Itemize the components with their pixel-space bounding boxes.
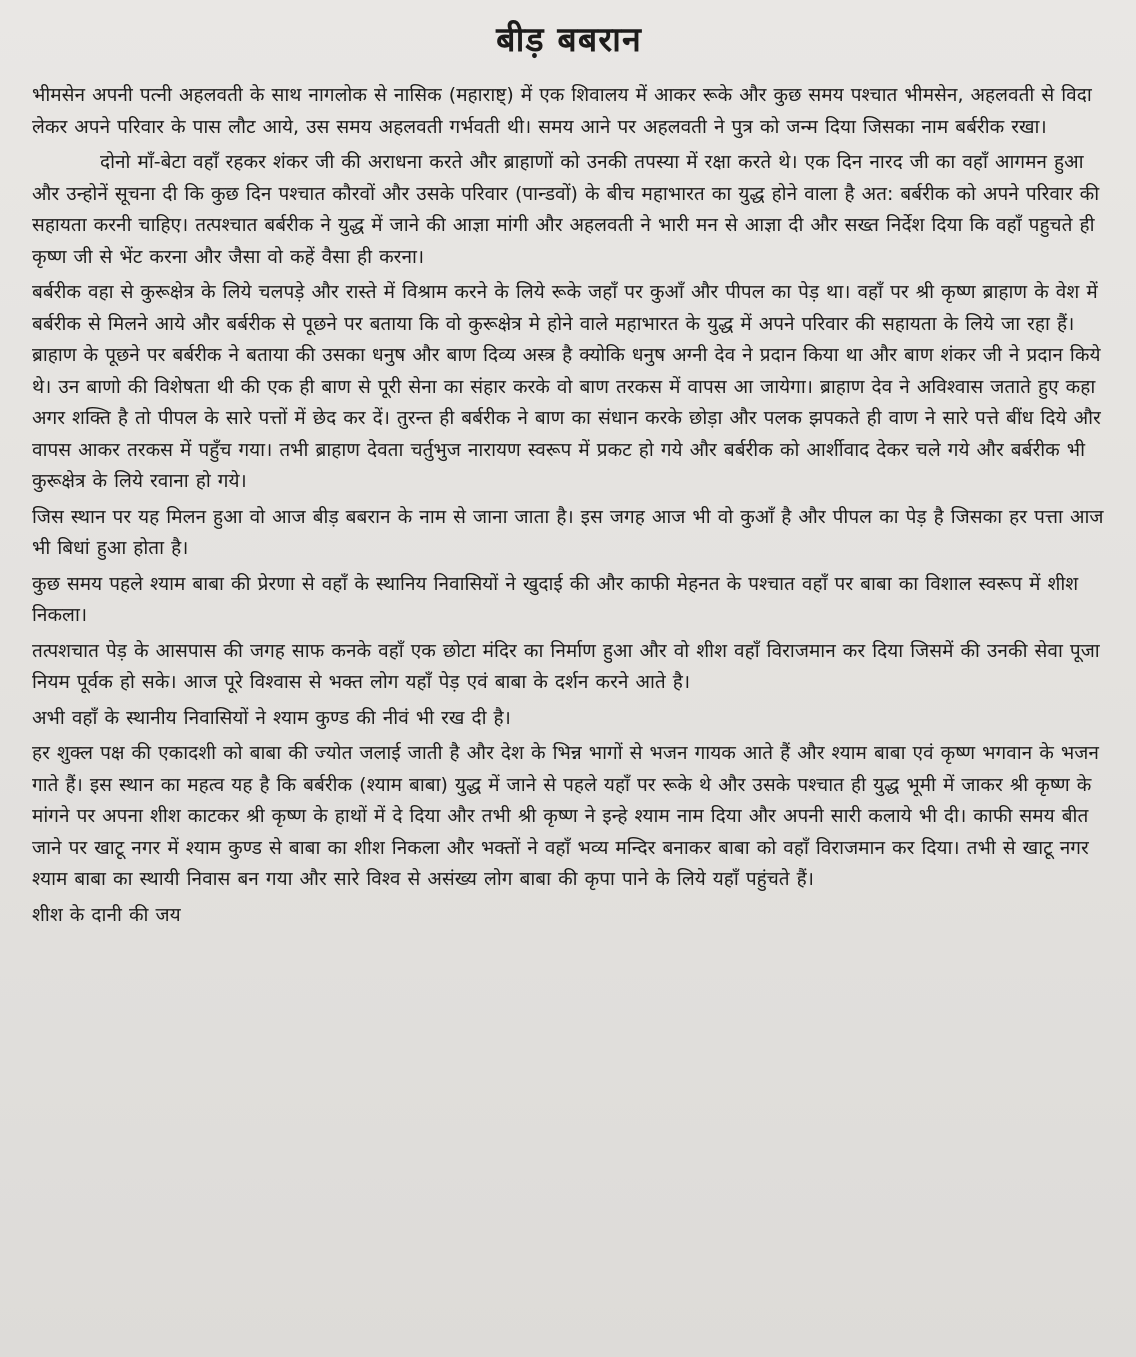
paragraph-1: भीमसेन अपनी पत्नी अहलवती के साथ नागलोक से नासिक (महाराष्ट्) में एक शिवालय में आकर रूके और कुछ समय पश्चात भीमसेन, अहलवती से विदा लेकर अपने परिवार के पास लौट आये, उस समय अहलवती गर्भवती थी। समय आने पर अहलवती ने पुत्र को जन्म दिया जिसका नाम बर्बरीक रखा। (32, 84, 1092, 138)
page-title: बीड़ बबरान (496, 20, 642, 60)
paragraph-3: बर्बरीक वहा से कुरूक्षेत्र के लिये चलपड़े और रास्ते में विश्राम करने के लिये रूके जहाँ पर कुआँ और पीपल का पेड़ था। वहाँ पर श्री कृष्ण ब्राहाण के वेश में बर्बरीक से मिलने आये और बर्बरीक से पूछने पर बताया कि वो कुरूक्षेत्र मे होने वाले महाभारत के युद्ध में अपने परिवार की सहायता के लिये जा रहा हैं। ब्राहाण के पूछने पर बर्बरीक ने बताया की उसका धनुष और बाण दिव्य अस्त्र है क्योकि धनुष अग्नी देव ने प्रदान किया था और बाण शंकर जी ने प्रदान किये थे। उन बाणो की विशेषता थी की एक ही बाण से पूरी सेना का संहार करके वो बाण तरकस में वापस आ जायेगा। ब्राहाण देव ने अविश्वास जताते हुए कहा अगर शक्ति है तो पीपल के सारे पत्तों में छेद कर दें। तुरन्त ही बर्बरीक ने बाण का संधान करके छोड़ा और पलक झपकते ही वाण ने सारे पत्ते बींध दिये और वापस आकर तरकस में पहुँच गया। तभी ब्राहाण देवता चर्तुभुज नारायण स्वरूप में प्रकट हो गये और बर्बरीक को आर्शीवाद देकर चले गये और बर्बरीक भी कुरूक्षेत्र के लिये रवाना हो गये। (32, 281, 1101, 492)
paragraph-5: कुछ समय पहले श्याम बाबा की प्रेरणा से वहाँ के स्थानिय निवासियों ने खुदाई की और काफी मेहनत के पश्चात वहाँ पर बाबा का विशाल स्वरूप में शीश निकला। (32, 572, 1079, 626)
document-body (32, 80, 1106, 931)
paragraph-4: जिस स्थान पर यह मिलन हुआ वो आज बीड़ बबरान के नाम से जाना जाता है। इस जगह आज भी वो कुआँ है और पीपल का पेड़ है जिसका हर पत्ता आज भी बिधां हुआ होता है। (32, 505, 1104, 559)
paragraph-6: तत्पशचात पेड़ के आसपास की जगह साफ कनके वहाँ एक छोटा मंदिर का निर्माण हुआ और वो शीश वहाँ विराजमान कर दिया जिसमें की उनकी सेवा पूजा नियम पूर्वक हो सके। आज पूरे विश्वास से भक्त लोग यहाँ पेड़ एवं बाबा के दर्शन करने आते है। (32, 639, 1100, 693)
closing-line: शीश के दानी की जय (32, 903, 181, 926)
paragraph-7: अभी वहाँ के स्थानीय निवासियों ने श्याम कुण्ड की नीवं भी रख दी है। (32, 706, 511, 729)
paragraph-2: दोनो माँ-बेटा वहाँ रहकर शंकर जी की अराधना करते और ब्राहाणों को उनकी तपस्या में रक्षा करते थे। एक दिन नारद जी का वहाँ आगमन हुआ और उन्होनें सूचना दी कि कुछ दिन पश्चात कौरवों और उसके परिवार (पान्डवों) के बीच महाभारत का युद्ध होने वाला है अत: बर्बरीक को अपने परिवार की सहायता करनी चाहिए। तत्पश्चात बर्बरीक ने युद्ध में जाने की आज्ञा मांगी और अहलवती ने भारी मन से आज्ञा दी और सख्त निर्देश दिया कि वहाँ पहुचते ही कृष्ण जी से भेंट करना और जैसा वो कहें वैसा ही करना। (32, 151, 1100, 268)
paragraph-8: हर शुक्ल पक्ष की एकादशी को बाबा की ज्योत जलाई जाती है और देश के भिन्न भागों से भजन गायक आते हैं और श्याम बाबा एवं कृष्ण भगवान के भजन गाते हैं। इस स्थान का महत्व यह है कि बर्बरीक (श्याम बाबा) युद्ध में जाने से पहले यहाँ पर रूके थे और उसके पश्चात ही युद्ध भूमी में जाकर श्री कृष्ण के मांगने पर अपना शीश काटकर श्री कृष्ण के हाथों में दे दिया और तभी श्री कृष्ण ने इन्हे श्याम नाम दिया और अपनी सारी कलाये भी दी। काफी समय बीत जाने पर खाटू नगर में श्याम कुण्ड से बाबा का शीश निकला और भक्तों ने वहाँ भव्य मन्दिर बनाकर बाबा को वहाँ विराजमान कर दिया। तभी से खाटू नगर श्याम बाबा का स्थायी निवास बन गया और सारे विश्व से असंख्य लोग बाबा की कृपा पाने के लिये यहाँ पहुंचते हैं। (32, 742, 1099, 890)
